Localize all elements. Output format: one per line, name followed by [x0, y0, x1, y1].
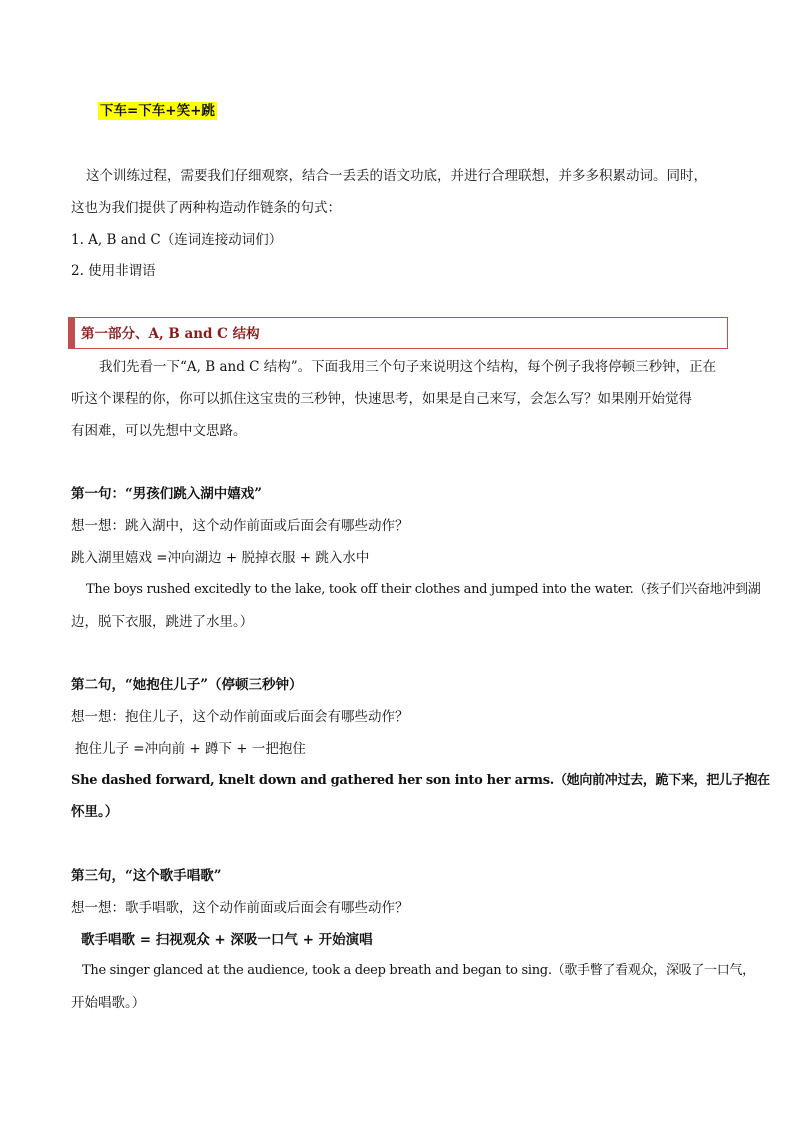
- intro-paragraph-line1: 这个训练过程，需要我们仔细观察，结合一丢丢的语文功底，并进行合理联想，并多多积累动词。同时，: [86, 168, 707, 184]
- section-accent-bar: [69, 318, 75, 348]
- highlight-text: 下车=下车+笑+跳: [100, 103, 215, 119]
- section-paragraph-line2: 听这个课程的你，你可以抓住这宝贵的三秒钟，快速思考，如果是自己来写，会怎么写？如果刚开始觉得: [71, 391, 692, 407]
- example1-english-line2: 边，脱下衣服，跳进了水里。）: [71, 614, 254, 630]
- example2-heading: 第二句，“她抱住儿子”（停顿三秒钟）: [71, 677, 303, 693]
- example3-heading: 第三句，“这个歌手唱歌”: [71, 868, 222, 884]
- example1-prompt: 想一想：跳入湖中，这个动作前面或后面会有哪些动作？: [71, 518, 409, 534]
- example2-english-line2: 怀里。）: [71, 804, 119, 820]
- section-paragraph-line1: 我们先看一下“A, B and C 结构”。下面我用三个句子来说明这个结构，每个例子我将停顿三秒钟，正在: [99, 359, 717, 375]
- example1-chain: 跳入湖里嬉戏 =冲向湖边 + 脱掉衣服 + 跳入水中: [71, 550, 370, 566]
- section-header: [68, 317, 728, 349]
- example3-english-line1: The singer glanced at the audience, took a deep breath and began to sing.（歌手瞥了看观众，深吸了一口气，: [82, 963, 755, 978]
- example1-heading: 第一句：“男孩们跳入湖中嬉戏”: [71, 486, 263, 502]
- example3-chain: 歌手唱歌 = 扫视观众 + 深吸一口气 + 开始演唱: [81, 932, 373, 948]
- example1-english-line1: The boys rushed excitedly to the lake, took off their clothes and jumped into the water.（孩子们兴奋地冲到湖: [86, 582, 761, 597]
- highlight-formula: [98, 101, 217, 121]
- example2-prompt: 想一想：抱住儿子，这个动作前面或后面会有哪些动作？: [71, 709, 409, 725]
- example3-prompt: 想一想：歌手唱歌，这个动作前面或后面会有哪些动作？: [71, 900, 409, 916]
- example2-chain: 抱住儿子 =冲向前 + 蹲下 + 一把抱住: [75, 741, 306, 757]
- example2-english-line1: She dashed forward, knelt down and gathered her son into her arms.（她向前冲过去，跪下来，把儿子抱在: [71, 773, 770, 788]
- example3-english-line2: 开始唱歌。）: [71, 995, 146, 1011]
- section-title: 第一部分、A, B and C 结构: [81, 326, 260, 342]
- section-paragraph-line3: 有困难，可以先想中文思路。: [71, 423, 247, 439]
- list-item-1: 1. A, B and C（连词连接动词们）: [71, 232, 283, 248]
- intro-paragraph-line2: 这也为我们提供了两种构造动作链条的句式：: [71, 200, 341, 216]
- list-item-2: 2. 使用非谓语: [71, 263, 156, 279]
